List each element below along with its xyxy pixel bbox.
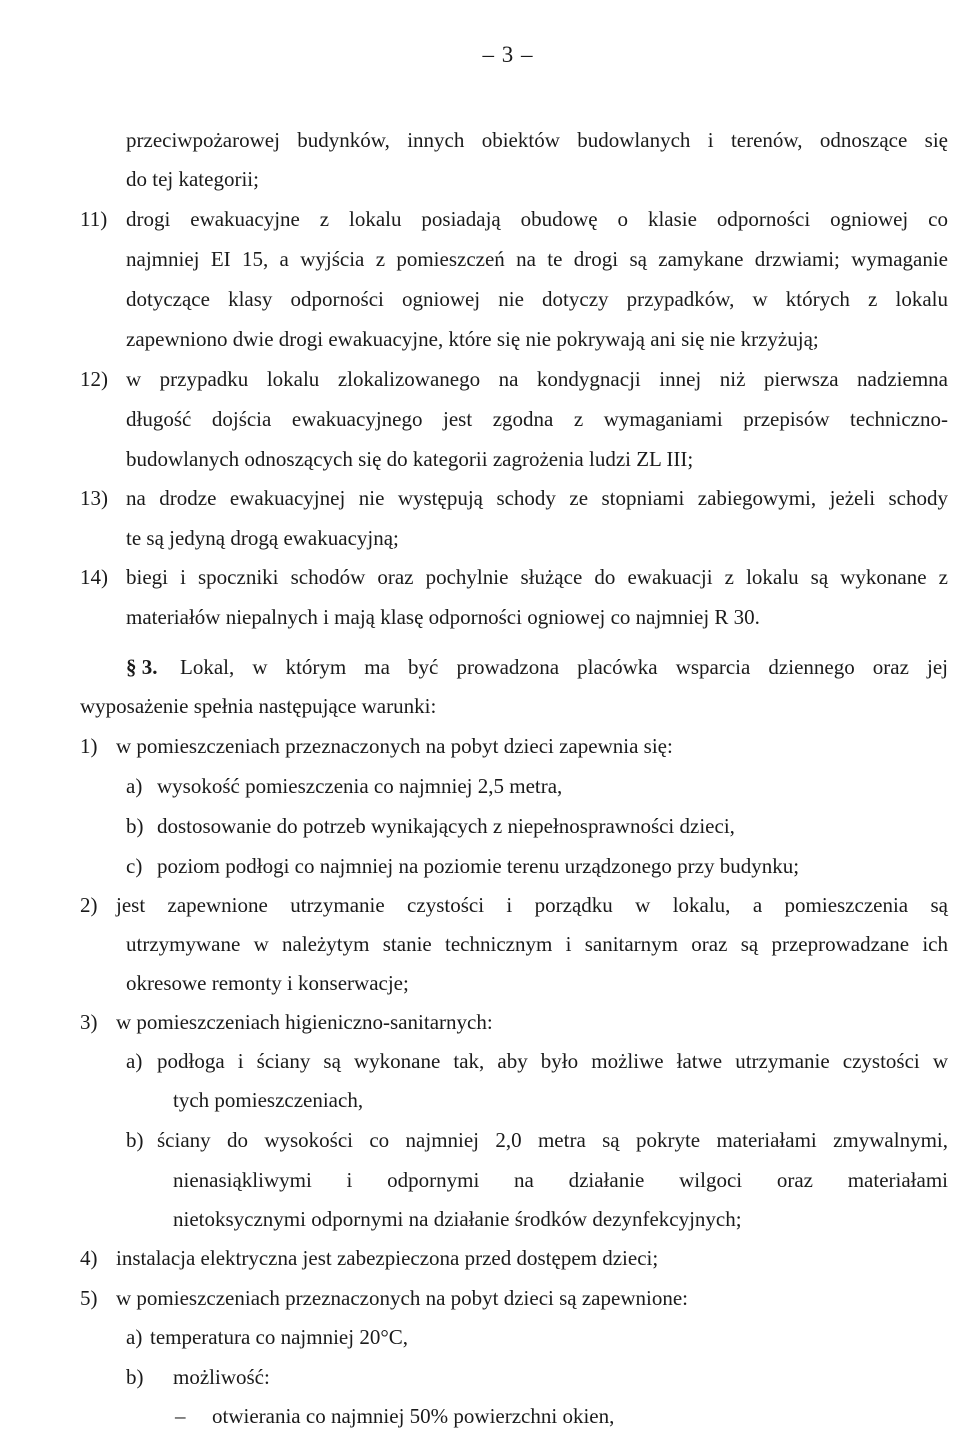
item-label: 13) <box>80 486 108 510</box>
item-label: 12) <box>80 367 108 391</box>
item-label: a) <box>126 774 143 798</box>
sub-item-c: c) poziom podłogi co najmniej na poziomie terenu urządzonego przy budynku; <box>0 851 960 881</box>
sub-item-line: nienasiąkliwymi i odpornymi na działanie wilgoci oraz materiałami <box>173 1168 948 1192</box>
list-item-13: 13) na drodze ewakuacyjnej nie występują schody ze stopniami zabiegowymi, jeżeli schody <box>0 483 960 513</box>
sub-item-line: tych pomieszczeniach, <box>173 1088 364 1112</box>
item-label: 11) <box>80 207 108 231</box>
list-item-2: 2) jest zapewnione utrzymanie czystości i porządku w lokalu, a pomieszczenia są <box>0 890 960 920</box>
list-item-14: 14) biegi i spoczniki schodów oraz pochylnie służące do ewakuacji z lokalu są wykonane z <box>0 562 960 592</box>
item-label: c) <box>126 854 143 878</box>
list-item-12: 12) w przypadku lokalu zlokalizowanego na kondygnacji innej niż pierwsza nadziemna <box>0 364 960 394</box>
paragraph-line: przeciwpożarowej budynków, innych obiektów budowlanych i terenów, odnoszące się <box>126 128 948 152</box>
sub-item-b: b) możliwość: <box>0 1362 960 1392</box>
item-label: b) <box>126 814 144 838</box>
sub-item-b: b) ściany do wysokości co najmniej 2,0 metra są pokryte materiałami zmywalnymi, <box>0 1125 960 1155</box>
list-item-line: najmniej EI 15, a wyjścia z pomieszczeń na te drogi są zamykane drzwiami; wymaganie <box>126 247 948 271</box>
item-label: 1) <box>80 734 98 758</box>
item-label: b) <box>126 1365 144 1389</box>
section-sign: § 3. <box>126 655 158 679</box>
list-item-line: zapewniono dwie drogi ewakuacyjne, które się nie pokrywają ani się nie krzyżują; <box>126 327 819 351</box>
list-item-4: 4) instalacja elektryczna jest zabezpieczona przed dostępem dzieci; <box>0 1243 960 1273</box>
item-label: a) <box>126 1049 143 1073</box>
list-item-line: długość dojścia ewakuacyjnego jest zgodna z wymaganiami przepisów techniczno- <box>126 407 948 431</box>
list-item-line: budowlanych odnoszących się do kategorii zagrożenia ludzi ZL III; <box>126 447 694 471</box>
list-item-3: 3) w pomieszczeniach higieniczno-sanitarnych: <box>0 1007 960 1037</box>
list-item-line: okresowe remonty i konserwacje; <box>126 971 409 995</box>
item-label: 14) <box>80 565 108 589</box>
item-label: a) <box>126 1325 143 1349</box>
item-label: 4) <box>80 1246 98 1270</box>
item-label: 5) <box>80 1286 98 1310</box>
paragraph-line: do tej kategorii; <box>126 167 259 191</box>
sub-item-a: a) wysokość pomieszczenia co najmniej 2,5 metra, <box>0 771 960 801</box>
item-label: 3) <box>80 1010 98 1034</box>
list-item-1: 1) w pomieszczeniach przeznaczonych na pobyt dzieci zapewnia się: <box>0 731 960 761</box>
list-item-line: dotyczące klasy odporności ogniowej nie dotyczy przypadków, w których z lokalu <box>126 287 948 311</box>
sub-item-a: a) podłoga i ściany są wykonane tak, aby było możliwe łatwe utrzymanie czystości w <box>0 1046 960 1076</box>
dash-marker: – <box>175 1404 186 1428</box>
section-3-intro: § 3. Lokal, w którym ma być prowadzona placówka wsparcia dziennego oraz jej <box>0 652 960 682</box>
list-item-line: materiałów niepalnych i mają klasę odporności ogniowej co najmniej R 30. <box>126 605 760 629</box>
sub-item-a: a) temperatura co najmniej 20°C, <box>0 1322 960 1352</box>
sub-item-b: b) dostosowanie do potrzeb wynikających z niepełnosprawności dzieci, <box>0 811 960 841</box>
item-label: 2) <box>80 893 98 917</box>
list-item-11: 11) drogi ewakuacyjne z lokalu posiadają obudowę o klasie odporności ogniowej co <box>0 204 960 234</box>
sub-item-line: nietoksycznymi odpornymi na działanie środków dezynfekcyjnych; <box>173 1207 742 1231</box>
list-item-5: 5) w pomieszczeniach przeznaczonych na pobyt dzieci są zapewnione: <box>0 1283 960 1313</box>
page-number: – 3 – <box>482 42 534 67</box>
paragraph-line: wyposażenie spełnia następujące warunki: <box>80 694 437 718</box>
list-item-line: utrzymywane w należytym stanie technicznym i sanitarnym oraz są przeprowadzane ich <box>126 932 948 956</box>
dash-item: – otwierania co najmniej 50% powierzchni okien, <box>0 1401 960 1431</box>
item-label: b) <box>126 1128 144 1152</box>
list-item-line: te są jedyną drogą ewakuacyjną; <box>126 526 399 550</box>
